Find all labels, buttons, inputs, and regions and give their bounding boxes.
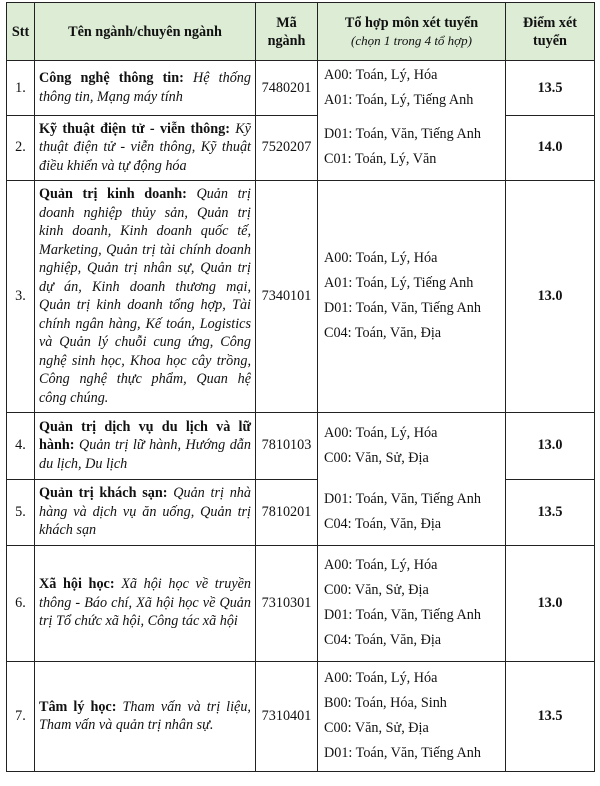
- row-score: 13.0: [506, 180, 595, 412]
- table-row: [7, 545, 595, 661]
- row-major: Công nghệ thông tin: Hệ thống thông tin, Mạng máy tính: [35, 61, 256, 116]
- row-score: 13.5: [506, 661, 595, 771]
- row-code: 7810103: [256, 412, 318, 479]
- row-major: Xã hội học: Xã hội học về truyền thông - Báo chí, Xã hội học về Quản trị Tổ chức xã hội, Công tác xã hội: [35, 545, 256, 661]
- row-stt: 3.: [7, 180, 35, 412]
- combo-item: C00: Văn, Sử, Địa: [324, 582, 429, 598]
- header-code: Mã ngành: [256, 3, 318, 61]
- row-code: 7480201: [256, 61, 318, 116]
- combo-item: C04: Toán, Văn, Địa: [324, 325, 442, 341]
- combo-item: D01: Toán, Văn, Tiếng Anh: [324, 607, 481, 623]
- row-major: Quản trị khách sạn: Quản trị nhà hàng và dịch vụ ăn uống, Quản trị khách sạn: [35, 479, 256, 545]
- combo-item: D01: Toán, Văn, Tiếng Anh: [324, 745, 481, 761]
- combo-item: A00: Toán, Lý, Hóa: [324, 424, 438, 441]
- row-stt: 1.: [7, 61, 35, 116]
- row-major: Tâm lý học: Tham vấn và trị liệu, Tham vấn và quản trị nhân sự.: [35, 661, 256, 771]
- row-score: 13.0: [506, 412, 595, 479]
- row-score: 13.5: [506, 479, 595, 545]
- row-score: 14.0: [506, 115, 595, 180]
- combo-item: A00: Toán, Lý, Hóa: [324, 670, 438, 686]
- table-row: [7, 412, 595, 479]
- row-stt: 6.: [7, 545, 35, 661]
- row-stt: 2.: [7, 115, 35, 180]
- row-code: 7520207: [256, 115, 318, 180]
- combo-cell: [318, 412, 506, 479]
- combo-item: C04: Toán, Văn, Địa: [324, 632, 442, 648]
- row-stt: 4.: [7, 412, 35, 479]
- combo-item: D01: Toán, Văn, Tiếng Anh: [324, 490, 481, 507]
- combo-cell: [318, 661, 506, 771]
- header-combo: Tổ hợp môn xét tuyển (chọn 1 trong 4 tổ hợp): [318, 3, 506, 61]
- combo-item: A00: Toán, Lý, Hóa: [324, 67, 438, 83]
- combo-cell: [318, 61, 506, 116]
- row-code: 7310401: [256, 661, 318, 771]
- row-stt: 7.: [7, 661, 35, 771]
- combo-item: C00: Văn, Sử, Địa: [324, 449, 429, 466]
- combo-item: D01: Toán, Văn, Tiếng Anh: [324, 126, 481, 143]
- table-row: [7, 661, 595, 771]
- combo-cell: [318, 180, 506, 412]
- combo-item: C01: Toán, Lý, Văn: [324, 151, 437, 168]
- combo-item: B00: Toán, Hóa, Sinh: [324, 695, 447, 711]
- combo-item: C04: Toán, Văn, Địa: [324, 515, 442, 532]
- combo-item: A01: Toán, Lý, Tiếng Anh: [324, 92, 474, 108]
- combo-item: A00: Toán, Lý, Hóa: [324, 250, 438, 266]
- combo-item: A00: Toán, Lý, Hóa: [324, 557, 438, 573]
- row-major: Quản trị dịch vụ du lịch và lữ hành: Quản trị lữ hành, Hướng dẫn du lịch, Du lịch: [35, 412, 256, 479]
- table-row: [7, 115, 595, 180]
- row-score: 13.0: [506, 545, 595, 661]
- row-stt: 5.: [7, 479, 35, 545]
- row-code: 7810201: [256, 479, 318, 545]
- combo-cell: [318, 545, 506, 661]
- row-code: 7310301: [256, 545, 318, 661]
- row-major: Quản trị kinh doanh: Quản trị doanh nghiệp thủy sản, Quản trị kinh doanh, Kinh doanh quốc tế, Marketing, Quản trị tài chính doanh nghiệp, Quản trị nhân sự, Quản trị dự án, Kinh doanh thương mại, Quản trị kinh doanh tổng hợp, Tài chính ngân hàng, Kế toán, Logistics và Quản lý chuỗi cung ứng, Công nghệ sinh học, Khoa học cây trồng, Công nghệ thực phẩm, Quan hệ công chúng.: [35, 180, 256, 412]
- header-score: Điểm xét tuyển: [506, 3, 595, 61]
- row-code: 7340101: [256, 180, 318, 412]
- combo-cell: [318, 115, 506, 180]
- row-score: 13.5: [506, 61, 595, 116]
- combo-item: A01: Toán, Lý, Tiếng Anh: [324, 275, 474, 291]
- header-name: Tên ngành/chuyên ngành: [35, 3, 256, 61]
- combo-item: C00: Văn, Sử, Địa: [324, 720, 429, 736]
- table-row: [7, 180, 595, 412]
- combo-cell: [318, 479, 506, 545]
- admission-table: [6, 2, 595, 772]
- table-row: [7, 61, 595, 116]
- header-row: [7, 3, 595, 61]
- combo-item: D01: Toán, Văn, Tiếng Anh: [324, 300, 481, 316]
- table-row: [7, 479, 595, 545]
- header-stt: Stt: [7, 3, 35, 61]
- row-major: Kỹ thuật điện tử - viễn thông: Kỹ thuật điện tử - viễn thông, Kỹ thuật điều khiển và tự động hóa: [35, 115, 256, 180]
